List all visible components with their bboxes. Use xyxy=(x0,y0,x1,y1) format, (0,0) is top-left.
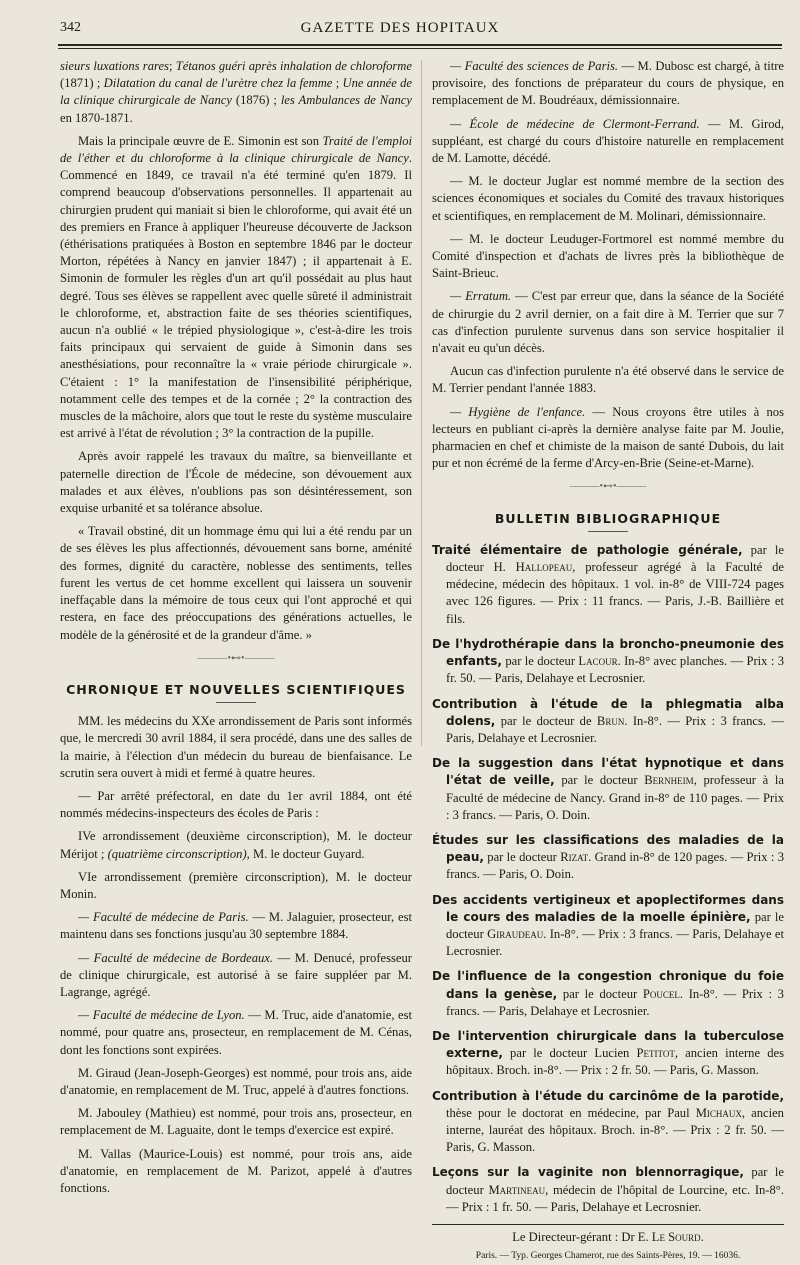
bibliography-entry: Contribution à l'étude de la phlegmatia alba dolens, par le docteur de Brun. In-8°. — Prix : 3 francs. — Paris, Delahaye et Lecrosnier. xyxy=(432,696,784,745)
bibliography-entry: Traité élémentaire de pathologie générale, par le docteur H. Hallopeau, professeur agrégé à la Faculté de médecine, médecin des hôpitaux. 1 vol. in-8° de VIII-724 pages avec 126 figures. — Prix : 11 francs. — Paris, J.-B. Baillière et fils. xyxy=(432,542,784,626)
paragraph: M. Vallas (Maurice-Louis) est nommé, pour trois ans, aide d'anatomie, en remplacement de M. Parizot, appelé à d'autres fonctions. xyxy=(60,1146,412,1195)
paragraph: Mais la principale œuvre de E. Simonin est son Traité de l'emploi de l'éther et du chloroforme à la clinique chirurgicale de Nancy. Commencé en 1849, ce travail n'a été terminé qu'en 1879. Il comprend beaucoup d'observations personnelles. Il appartenait au chirurgien prudent qui maniait si bien le chloroforme, qui avait été un des premiers en France à appliquer l'heureuse découverte de Jackson (éthérisations pratiquées à Boston en septembre 1846 par le docteur Morton, répétées à Nancy en janvier 1847) ; il appartenait à E. Simonin de formuler les règles d'un art qu'il possédait au plus haut degré. Tous ses élèves se rappellent avec quelle sûreté il administrait le chloroforme, et, abstraction faite de ses théories scientifiques, aucun n'a oublié « le trépied physiologique », c'est-à-dire les trois faits principaux qui servaient de guide à Simonin dans ses anesthésiations, pour reconnaître la « vraie période chirurgicale ». C'étaient : 1° la manifestation de l'insensibilité périphérique, notamment celle des tempes et de la cornée ; 2° la contraction des muscles de la mâchoire, alors que tout le reste du système musculaire est arrivé à l'état de révolution ; 3° la contraction de la pupille. xyxy=(60,133,412,441)
paragraph: MM. les médecins du XXe arrondissement de Paris sont informés que, le mercredi 30 avril 1884, il sera procédé, dans une des salles de la mairie, à l'élection d'un médecin du bureau de bienfaisance. Le scrutin sera ouvert à midi et fermé à quatre heures. xyxy=(60,714,412,780)
paragraph: M. Giraud (Jean-Joseph-Georges) est nommé, pour trois ans, aide d'anatomie, en remplacement de M. Truc, appelé à d'autres fonctions. xyxy=(60,1065,412,1097)
left-column xyxy=(60,58,412,1203)
signature-line: Le Directeur-gérant : Dr E. Le Sourd. xyxy=(512,1229,704,1244)
paragraph: M. Jabouley (Mathieu) est nommé, pour trois ans, prosecteur, en remplacement de M. Laguaite, dont le temps d'exercice est expiré. xyxy=(60,1106,412,1138)
column-divider xyxy=(421,60,422,746)
bibliography-entry: De la suggestion dans l'état hypnotique et dans l'état de veille, par le docteur Bernheim, professeur à la Faculté de médecine de Nancy. Grand in-8° de 110 pages. — Prix : 3 francs. — Paris, O. Doin. xyxy=(432,756,784,822)
paragraph: — École de médecine de Clermont-Ferrand. — M. Girod, suppléant, est chargé du cours d'histoire naturelle en remplacement de M. Lamotte, décédé. xyxy=(432,116,784,166)
running-title: GAZETTE DES HOPITAUX xyxy=(300,20,500,36)
paragraph: IVe arrondissement (deuxième circonscription), M. le docteur Mérijot ; (quatrième circonscription), M. le docteur Guyard. xyxy=(60,829,412,861)
section-rule xyxy=(216,702,256,703)
paragraph: — Faculté de médecine de Bordeaux. — M. Denucé, professeur de clinique chirurgicale, est autorisé à se faire suppléer par M. Lagrange, agrégé. xyxy=(60,950,413,999)
ornament: ———•⊷•——— xyxy=(197,652,275,664)
paragraph: — Faculté des sciences de Paris. — M. Dubosc est chargé, à titre provisoire, des fonctions de préparateur du cours de physique, en remplacement de M. Boudréaux, démissionnaire. xyxy=(432,59,784,108)
paragraph: — Faculté de médecine de Lyon. — M. Truc, aide d'anatomie, est nommé, pour quatre ans, prosecteur, en remplacement de M. Cénas, dont les fonctions sont expirées. xyxy=(60,1008,412,1057)
bibliography-entry: Leçons sur la vaginite non blennorragique, par le docteur Martineau, médecin de l'hôpital de Lourcine, etc. In-8°. — Prix : 1 fr. 50. — Paris, Delahaye et Lecrosnier. xyxy=(432,1165,785,1214)
paragraph: VIe arrondissement (première circonscription), M. le docteur Monin. xyxy=(60,869,412,901)
header-rule xyxy=(58,44,782,46)
section-title-bulletin: BULLETIN BIBLIOGRAPHIQUE xyxy=(494,510,722,526)
footer-rule xyxy=(432,1224,784,1225)
paragraph: — M. le docteur Leuduger-Fortmorel est nommé membre du Comité d'inspection et d'achats de livres près la bibliothèque de Saint-Brieuc. xyxy=(432,231,784,281)
bibliography-entry: De l'hydrothérapie dans la broncho-pneumonie des enfants, par le docteur Lacour. In-8° avec planches. — Prix : 3 fr. 50. — Paris, Delahaye et Lecrosnier. xyxy=(432,636,784,686)
ornament: ———•⊷•——— xyxy=(569,481,647,493)
bibliography-entry: Études sur les classifications des maladies de la peau, par le docteur Rizat. Grand in-8° de 120 pages. — Prix : 3 francs. — Paris, O. Doin. xyxy=(432,832,785,882)
bibliography-entry: De l'influence de la congestion chronique du foie dans la genèse, par le docteur Poucel. In-8°. — Prix : 3 francs. — Paris, Delahaye et Lecrosnier. xyxy=(432,969,784,1018)
quote-paragraph: « Travail obstiné, dit un hommage ému qui lui a été rendu par un de ses élèves les plus affectionnés, dévouement sans borne, aménité des formes, dignité du caractère, noblesse des sentiments, telles furent les vertus de cet homme excellent qui laissera un souvenir ineffaçable dans la mémoire de tous ceux qui l'ont approché et qui restera, en face des préoccupations des générations actuelles, le modèle de la générosité et de la grandeur d'âme. » xyxy=(60,524,412,642)
paragraph: — Erratum. — C'est par erreur que, dans la séance de la Société de chirurgie du 2 avril dernier, on a fait dire à M. Terrier que sur 7 cas d'infection purulente survenus dans son service hospitalier il n'avait eu qu'un décès. xyxy=(432,289,784,356)
page-number: 342 xyxy=(60,20,81,35)
paragraph: — Par arrêté préfectoral, en date du 1er avril 1884, ont été nommés médecins-inspecteurs des écoles de Paris : xyxy=(60,788,412,821)
paragraph: — Hygiène de l'enfance. — Nous croyons être utiles à nos lecteurs en publiant ci-après la dernière analyse faite par M. Joulie, pharmacien en chef et chimiste de la maison de santé Dubois, du lait pur et non écrémé de la ferme d'Arcy-en-Brie (Seine-et-Marne). xyxy=(432,404,784,471)
paragraph: — M. le docteur Juglar est nommé membre de la section des sciences économiques et sociales du Comité des travaux historiques et scientifiques, en remplacement de M. Molinari, démissionnaire. xyxy=(432,174,784,223)
paragraph: sieurs luxations rares; Tétanos guéri après inhalation de chloroforme (1871) ; Dilatation du canal de l'urètre chez la femme ; Une année de la clinique chirurgicale de Nancy (1876) ; les Ambulances de Nancy en 1870-1871. xyxy=(60,59,412,125)
paragraph: Après avoir rappelé les travaux du maître, sa bienveillante et paternelle direction de l'École de médecine, son dévouement aux malades et aux élèves, n'oublions pas son désintéressement, son exquise urbanité et sa tolérance absolue. xyxy=(60,449,412,516)
bibliography-entry: Des accidents vertigineux et apoplectiformes dans le cours des maladies de la moelle épinière, par le docteur Giraudeau. In-8°. — Prix : 3 francs. — Paris, Delahaye et Lecrosnier. xyxy=(432,892,785,959)
right-column xyxy=(432,58,784,1265)
bibliography-entry: De l'intervention chirurgicale dans la tuberculose externe, par le docteur Lucien Petitot, ancien interne des hôpitaux. Broch. in-8°. — Prix : 2 fr. 50. — Paris, G. Masson. xyxy=(432,1028,784,1078)
section-title-chronique: CHRONIQUE ET NOUVELLES SCIENTIFIQUES xyxy=(66,681,406,697)
header-rule-thin xyxy=(58,48,782,49)
bibliography-entry: Contribution à l'étude du carcinôme de la parotide, thèse pour le doctorat en médecine, par Paul Michaux, ancien interne, lauréat des hôpitaux. Broch. in-8°. — Prix : 2 fr. 50. — Paris, G. Masson. xyxy=(432,1088,784,1155)
paragraph: Aucun cas d'infection purulente n'a été observé dans le service de M. Terrier pendant l'année 1883. xyxy=(432,364,784,396)
paragraph: — Faculté de médecine de Paris. — M. Jalaguier, prosecteur, est maintenu dans ses fonctions jusqu'au 30 septembre 1884. xyxy=(60,910,412,942)
printer-imprint: Paris. — Typ. Georges Chamerot, rue des Saints-Pères, 19. — 16036. xyxy=(475,1251,741,1262)
section-rule xyxy=(588,531,628,532)
